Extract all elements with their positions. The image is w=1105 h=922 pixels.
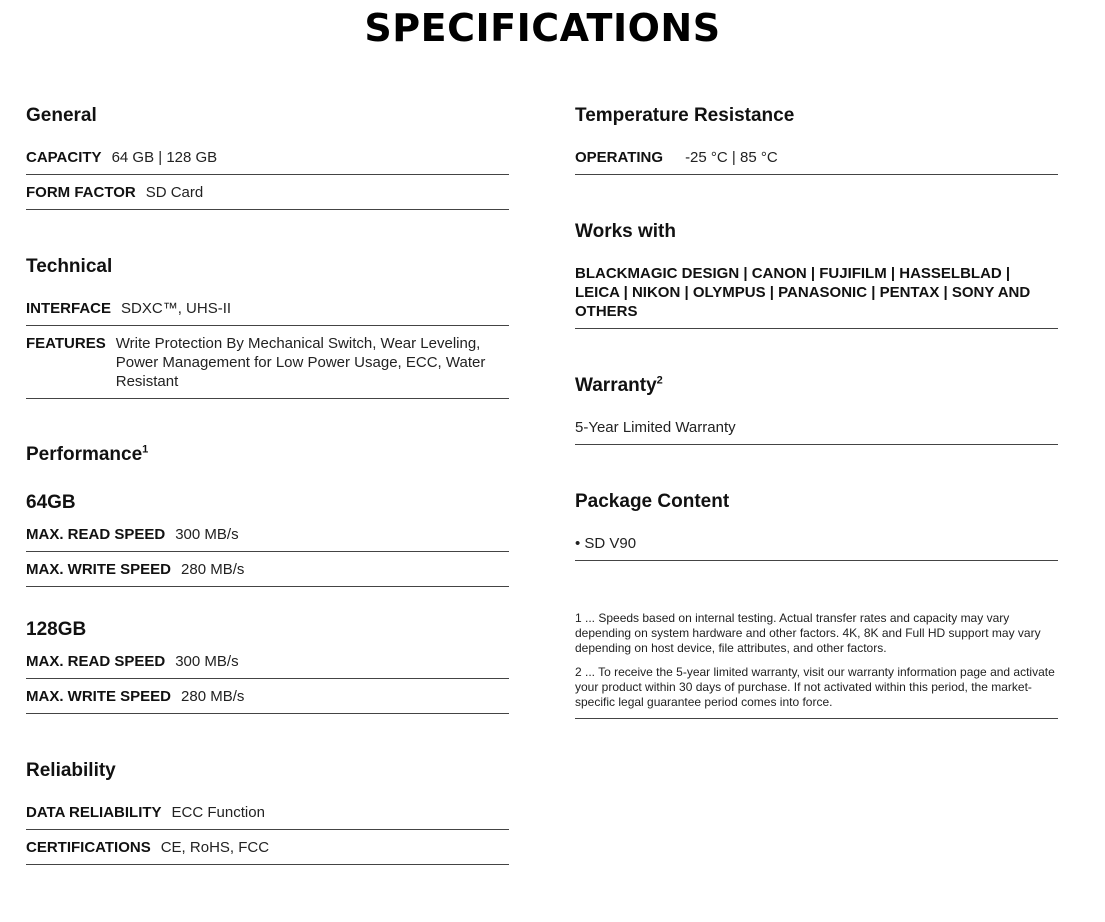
package-value: • SD V90 [575, 535, 637, 552]
spec-label: MAX. WRITE SPEED [26, 688, 172, 705]
section-temperature-title: Temperature Resistance [575, 105, 795, 126]
warranty-value: 5-Year Limited Warranty [575, 419, 736, 436]
footnote-marker: 1 [142, 443, 149, 456]
works-with-value: BLACKMAGIC DESIGN | CANON | FUJIFILM | HASSELBLAD | LEICA | NIKON | OLYMPUS | PANASONIC | PENTAX | SONY AND OTHERS [575, 265, 1031, 320]
performance-title-text: Performance [26, 444, 143, 465]
spec-row-write-speed-64gb [26, 552, 509, 587]
section-package-title: Package Content [575, 491, 730, 512]
spec-value: SDXC™, UHS-II [121, 300, 232, 317]
spec-label: MAX. READ SPEED [26, 653, 166, 670]
spec-label: INTERFACE [26, 300, 112, 317]
spec-row-capacity [26, 140, 509, 175]
section-general-title: General [26, 105, 97, 126]
right-column [575, 104, 1058, 719]
section-performance-title [26, 443, 509, 467]
footnote-1: 1 ... Speeds based on internal testing. Actual transfer rates and capacity may vary depending on system hardware and other factors. 4K, 8K and Full HD support may vary depending on host device, file attributes, and other factors. [575, 611, 1041, 655]
spec-label: FORM FACTOR [26, 184, 136, 201]
spec-label: FEATURES [26, 335, 106, 352]
section-technical-title: Technical [26, 256, 113, 277]
spec-label: OPERATING [575, 149, 664, 166]
variant-title-64gb: 64GB [26, 492, 76, 513]
spec-value: 300 MB/s [175, 526, 239, 543]
section-works-with-title: Works with [575, 221, 676, 242]
warranty-title-text: Warranty [575, 375, 657, 396]
spec-row-certifications [26, 830, 509, 865]
spec-label: MAX. WRITE SPEED [26, 561, 172, 578]
footnote-marker: 2 [656, 374, 663, 387]
spec-row-read-speed-64gb [26, 517, 509, 552]
spec-value: -25 °C | 85 °C [685, 149, 778, 166]
spec-value: ECC Function [171, 804, 265, 821]
footnote-2: 2 ... To receive the 5-year limited warranty, visit our warranty information page and activate your product within 30 days of purchase. If not activated within this period, the market-specific legal guarantee period comes into force. [575, 665, 1055, 709]
spec-value: 64 GB | 128 GB [111, 149, 218, 166]
spec-label: DATA RELIABILITY [26, 804, 162, 821]
spec-value: Write Protection By Mechanical Switch, Wear Leveling, Power Management for Low Power Usage, ECC, Water Resistant [115, 335, 486, 390]
spec-value: 280 MB/s [181, 688, 245, 705]
spec-row-form-factor [26, 175, 509, 210]
spec-row-features [26, 326, 509, 399]
warranty-row [575, 410, 1058, 445]
spec-value: CE, RoHS, FCC [160, 839, 270, 856]
package-row [575, 526, 1058, 561]
spec-value: SD Card [145, 184, 204, 201]
spec-value: 300 MB/s [175, 653, 239, 670]
spec-label: CERTIFICATIONS [26, 839, 151, 856]
spec-label: MAX. READ SPEED [26, 526, 166, 543]
section-reliability-title: Reliability [26, 760, 116, 781]
page-title: SPECIFICATIONS [364, 6, 721, 50]
spec-label: CAPACITY [26, 149, 102, 166]
section-warranty-title [575, 374, 1058, 398]
works-with-list [575, 256, 1058, 329]
spec-row-interface [26, 291, 509, 326]
spec-row-read-speed-128gb [26, 644, 509, 679]
spec-row-data-reliability [26, 795, 509, 830]
spec-row-operating [575, 140, 1058, 175]
spec-value: 280 MB/s [181, 561, 245, 578]
spec-row-write-speed-128gb [26, 679, 509, 714]
left-column [26, 104, 509, 865]
footnotes [575, 611, 1058, 719]
variant-title-128gb: 128GB [26, 619, 87, 640]
